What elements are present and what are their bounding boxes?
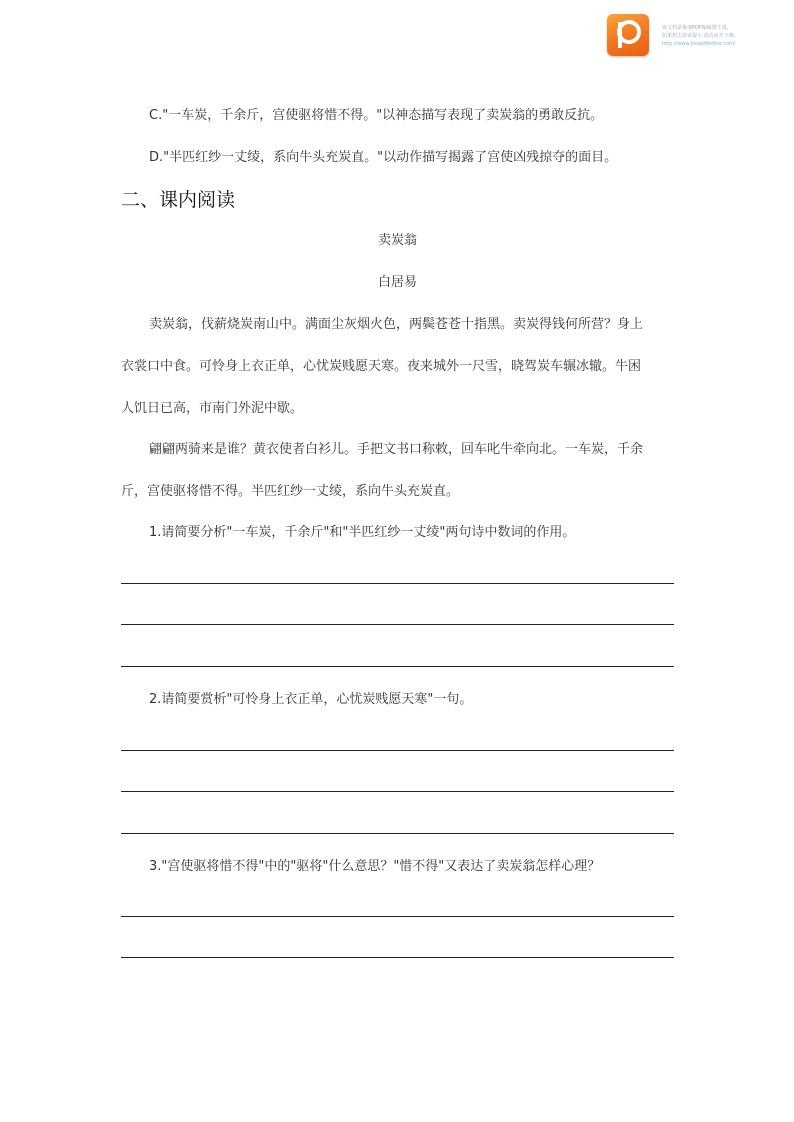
poem-para1-line3: 人饥日已高，市南门外泥中歇。 (121, 401, 304, 416)
poem-para2-line2: 斤，宫使驱将惜不得。半匹红纱一丈绫，系向牛头充炭直。 (121, 484, 460, 499)
answer-line[interactable] (121, 750, 674, 751)
poem-title: 卖炭翁 (377, 233, 417, 248)
jisu-pdf-logo-icon (607, 14, 649, 56)
poem-para1-line1: 卖炭翁，伐薪烧炭南山中。满面尘灰烟火色，两鬓苍苍十指黑。卖炭得钱何所营？身上 (149, 317, 644, 332)
option-c: C."一车炭，千余斤，宫使驱将惜不得。"以神态描写表现了卖炭翁的勇敢反抗。 (149, 108, 604, 123)
question-2: 2.请简要赏析"可怜身上衣正单，心忧炭贱愿天寒"一句。 (149, 692, 473, 707)
option-d: D."半匹红纱一丈绫，系向牛头充炭直。"以动作描写揭露了宫使凶残掠夺的面目。 (149, 150, 618, 165)
watermark-line-1: 该文档是极速PDF编辑器生成, (662, 25, 729, 31)
answer-line[interactable] (121, 833, 674, 834)
answer-line[interactable] (121, 583, 674, 584)
poem-para1-line2: 衣裳口中食。可怜身上衣正单，心忧炭贱愿天寒。夜来城外一尺雪，晓驾炭车辗冰辙。牛困 (121, 359, 642, 374)
poem-para2-line1: 翩翩两骑来是谁？黄衣使者白衫儿。手把文书口称敕，回车叱牛牵向北。一车炭，千余 (149, 442, 644, 457)
pdf-editor-watermark (662, 24, 790, 48)
answer-line[interactable] (121, 916, 674, 917)
question-1: 1.请简要分析"一车炭，千余斤"和"半匹红纱一丈绫"两句诗中数词的作用。 (149, 525, 576, 540)
poem-author: 白居易 (377, 275, 417, 290)
answer-line[interactable] (121, 957, 674, 958)
logo-p-glyph (607, 14, 649, 56)
section-title: 二、课内阅读 (121, 189, 236, 211)
watermark-url: http://www.jisupdfeditor.com/ (662, 41, 736, 47)
watermark-line-2: 如果想去掉该提示,请访问并下载: (662, 33, 736, 39)
answer-line[interactable] (121, 624, 674, 625)
answer-line[interactable] (121, 791, 674, 792)
answer-line[interactable] (121, 666, 674, 667)
question-3: 3."宫使驱将惜不得"中的"驱将"什么意思？"惜不得"又表达了卖炭翁怎样心理？ (149, 859, 601, 874)
